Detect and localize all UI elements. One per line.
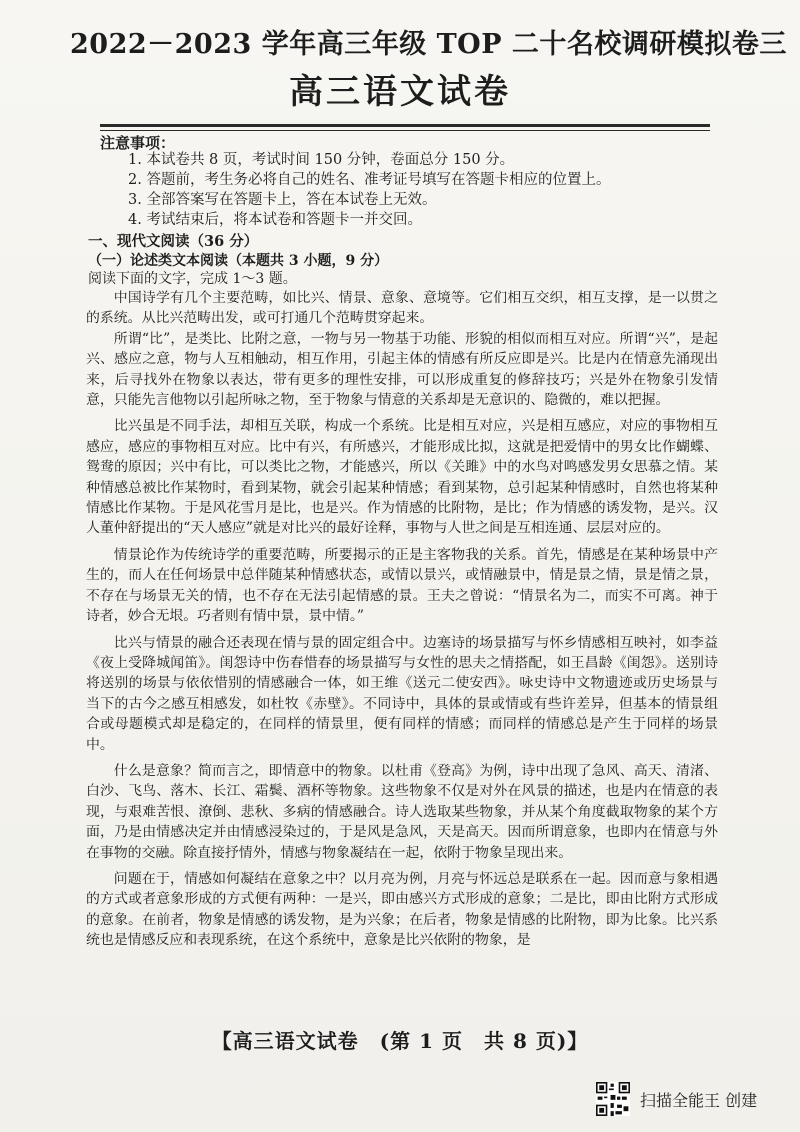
reading-instruction: 阅读下面的文字，完成 1～3 题。 bbox=[88, 271, 297, 287]
note-item: 4. 考试结束后，将本试卷和答题卡一并交回。 bbox=[128, 212, 422, 228]
passage-paragraph: 情景论作为传统诗学的重要范畴，所要揭示的正是主客物我的关系。首先，情感是在某种场景中产生的，而人在任何场景中总伴随某种情感状态，或情以景兴，或情融景中，情是景之情，景是情之景，不存在与场景无关的情，也不存在无法引起情感的景。王夫之曾说：“情景名为二，而实不可离。神于诗者，妙合无垠。巧者则有情中景，景中情。” bbox=[86, 546, 718, 625]
notes-list bbox=[128, 150, 688, 230]
passage-paragraph: 所谓“比”，是类比、比附之意，一物与另一物基于功能、形貌的相似而相互对应。所谓“兴”，是起兴、感应之意，物与人互相触动，相互作用，引起主体的情感有所反应即是兴。比是内在情意先涌现出来，后寻找外在物象以表达，带有更多的理性安排，可以形成重复的修辞技巧；兴是外在物象引发情意，只能先言他物以引起所咏之物，至于物象与情意的关系却是无意识的、隐微的，难以把握。 bbox=[86, 330, 718, 409]
passage-paragraph: 问题在于，情感如何凝结在意象之中？以月亮为例，月亮与怀远总是联系在一起。因而意与象相遇的方式或者意象形成的方式便有两种：一是兴，即由感兴方式形成的意象；二是比，即由比附方式形成的意象。在前者，物象是情感的诱发物，是为兴象；在后者，物象是情感的比附物，即为比象。比兴系统也是情感反应和表现系统，在这个系统中，意象是比兴依附的物象，是 bbox=[86, 870, 718, 949]
passage-paragraph: 比兴虽是不同手法，却相互关联，构成一个系统。比是相互对应，兴是相互感应，对应的事物相互感应，感应的事物相互对应。比中有兴，有所感兴，才能形成比拟，这就是把爱情中的男女比作蝴蝶、鸳鸯的原因；兴中有比，可以类比之物，才能感兴，所以《关雎》中的水鸟对鸣感发男女思慕之情。某种情感总被比作某物时，看到某物，就会引起某种情感；看到某物，总引起某种情感时，自然也将某种情感比作某物。于是风花雪月是比，也是兴。作为情感的比附物，是比；作为情感的诱发物，是兴。汉人董仲舒提出的“天人感应”就是对比兴的最好诠释，事物与人世之间是互相连通、层层对应的。 bbox=[86, 418, 718, 537]
qr-code-icon bbox=[596, 1082, 630, 1116]
paper-title: 高三语文试卷 bbox=[289, 72, 511, 112]
reading-passage bbox=[86, 288, 718, 951]
note-item: 2. 答题前，考生务必将自己的姓名、准考证号填写在答题卡相应的位置上。 bbox=[128, 172, 611, 188]
exam-series-title: 2022－2023 学年高三年级 TOP 二十名校调研模拟卷三 bbox=[70, 29, 787, 60]
title-divider-thick bbox=[100, 124, 710, 127]
notes-heading: 注意事项： bbox=[100, 134, 176, 152]
section-title: 一、现代文阅读（36 分） bbox=[88, 233, 259, 250]
page-footer: 【高三语文试卷 (第 1 页 共 8 页)】 bbox=[211, 1029, 589, 1053]
passage-paragraph: 比兴与情景的融合还表现在情与景的固定组合中。边塞诗的场景描写与怀乡情感相互映衬，如李益《夜上受降城闻笛》。闺怨诗中伤春惜春的场景描写与女性的思夫之情搭配，如王昌龄《闺怨》。送别诗将送别的场景与依依惜别的情感融合一体，如王维《送元二使安西》。咏史诗中文物遗迹或历史场景与当下的古今之感互相感发，如杜牧《赤壁》。不同诗中，具体的景或情或有些许差异，但基本的情景组合或母题模式却是稳定的，在同样的情景里，便有同样的情感；而同样的情感总是产生于同样的场景中。 bbox=[86, 634, 718, 753]
scanner-watermark bbox=[596, 1082, 757, 1116]
note-item: 3. 全部答案写在答题卡上，答在本试卷上无效。 bbox=[128, 192, 437, 208]
scanner-watermark-text: 扫描全能王 创建 bbox=[640, 1090, 758, 1110]
section-subtitle: （一）论述类文本阅读（本题共 3 小题，9 分） bbox=[88, 253, 389, 269]
title-divider-thin bbox=[100, 130, 710, 131]
passage-paragraph: 什么是意象？简而言之，即情意中的物象。以杜甫《登高》为例，诗中出现了急风、高天、清渚、白沙、飞鸟、落木、长江、霜鬓、酒杯等物象。这些物象不仅是对外在风景的描述，也是内在情意的表现，与艰难苦恨、潦倒、悲秋、多病的情感融合。诗人选取某些物象，并从某个角度截取物象的某个方面，乃是由情感决定并由情感浸染过的，于是风是急风，天是高天。因而所谓意象，也即内在情意与外在事物的交融。除直接抒情外，情感与物象凝结在一起，依附于物象呈现出来。 bbox=[86, 762, 718, 861]
note-item: 1. 本试卷共 8 页，考试时间 150 分钟，卷面总分 150 分。 bbox=[128, 152, 515, 168]
passage-paragraph: 中国诗学有几个主要范畴，如比兴、情景、意象、意境等。它们相互交织，相互支撑，是一以贯之的系统。从比兴范畴出发，或可打通几个范畴贯穿起来。 bbox=[86, 290, 718, 327]
